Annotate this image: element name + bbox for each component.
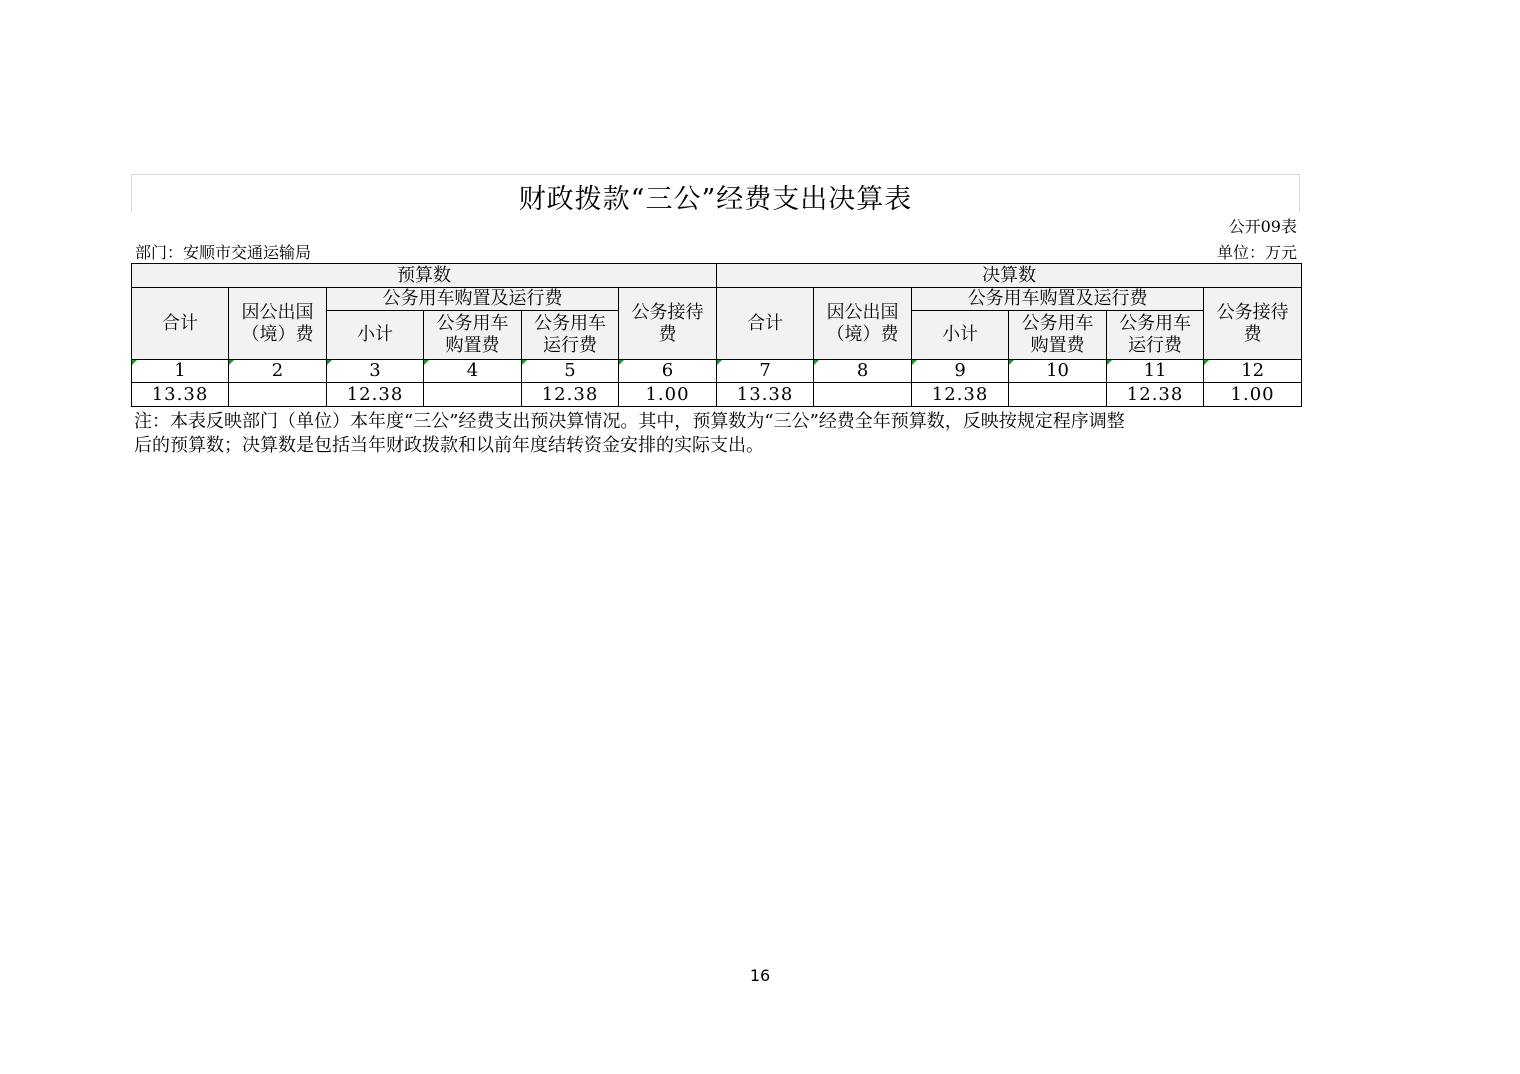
header-line: 运行费: [1128, 335, 1183, 356]
index-cell: [522, 360, 619, 383]
value-cell: 12.38: [912, 383, 1009, 407]
title-box: [131, 174, 1300, 215]
unit-label: 单位：万元: [1216, 243, 1297, 262]
index-label: 12: [1241, 360, 1265, 381]
header-line: 因公出国: [241, 301, 314, 323]
cell-marker-icon: [1204, 360, 1209, 365]
header-row-columns: [132, 288, 1302, 311]
index-label: 7: [759, 360, 771, 381]
final-group-header: 决算数: [717, 264, 1302, 288]
value-cell: 1.00: [1204, 383, 1302, 407]
index-cell: [1107, 360, 1204, 383]
index-row: [132, 360, 1302, 383]
index-label: 9: [954, 360, 966, 381]
expense-table: [131, 263, 1302, 407]
final-total-header: 合计: [717, 288, 814, 360]
header-line: 费: [1243, 323, 1262, 345]
header-line: 公务用车: [534, 313, 606, 334]
header-line: 购置费: [1030, 335, 1085, 356]
table-note: [134, 410, 1302, 458]
cell-marker-icon: [717, 360, 722, 365]
value-cell: 12.38: [1107, 383, 1204, 407]
budget-group-header: 预算数: [132, 264, 717, 288]
index-cell: [327, 360, 424, 383]
value-cell: [229, 383, 327, 407]
value-cell: 12.38: [327, 383, 424, 407]
index-label: 11: [1143, 360, 1167, 381]
budget-abroad-header: [229, 288, 327, 360]
index-cell: [717, 360, 814, 383]
header-row-group: [132, 264, 1302, 288]
budget-subtotal-header: 小计: [327, 311, 424, 360]
value-cell: 1.00: [619, 383, 717, 407]
final-reception-header: [1204, 288, 1302, 360]
header-line: 公务接待: [1216, 301, 1289, 323]
page-number: 16: [749, 966, 771, 985]
header-line: 费: [658, 323, 677, 345]
value-row: [132, 383, 1302, 407]
page-title: 财政拨款“三公”经费支出决算表: [518, 184, 913, 215]
header-line: 公务用车: [1119, 313, 1192, 334]
index-label: 3: [369, 360, 381, 381]
index-label: 2: [271, 360, 284, 381]
index-label: 5: [564, 360, 576, 381]
final-purchase-header: [1009, 311, 1107, 360]
header-line: 运行费: [543, 335, 597, 356]
index-label: 1: [174, 360, 186, 381]
budget-purchase-header: [424, 311, 522, 360]
index-cell: [229, 360, 327, 383]
cell-marker-icon: [1107, 360, 1112, 365]
cell-marker-icon: [327, 360, 332, 365]
header-line: 公务接待: [631, 301, 704, 323]
cell-marker-icon: [229, 360, 234, 365]
final-vehicle-group-header: 公务用车购置及运行费: [912, 288, 1204, 311]
index-cell: [619, 360, 717, 383]
header-line: 购置费: [445, 335, 500, 356]
cell-marker-icon: [424, 360, 429, 365]
cell-marker-icon: [132, 360, 137, 365]
header-line: 因公出国: [826, 301, 899, 323]
index-cell: [814, 360, 912, 383]
index-label: 6: [661, 360, 674, 381]
value-cell: [814, 383, 912, 407]
department-label: 部门：安顺市交通运输局: [135, 243, 312, 262]
index-label: 4: [466, 360, 479, 381]
budget-vehicle-group-header: 公务用车购置及运行费: [327, 288, 619, 311]
header-line: 公务用车: [436, 313, 509, 334]
index-label: 8: [856, 360, 869, 381]
cell-marker-icon: [814, 360, 819, 365]
final-abroad-header: [814, 288, 912, 360]
budget-total-header: 合计: [132, 288, 229, 360]
index-cell: [132, 360, 229, 383]
budget-running-header: [522, 311, 619, 360]
budget-reception-header: [619, 288, 717, 360]
note-line-2: 后的预算数；决算数是包括当年财政拨款和以前年度结转资金安排的实际支出。: [134, 435, 764, 456]
value-cell: 13.38: [132, 383, 229, 407]
index-cell: [1204, 360, 1302, 383]
cell-marker-icon: [912, 360, 917, 365]
index-label: 10: [1046, 360, 1070, 381]
cell-marker-icon: [619, 360, 624, 365]
note-line-1: 注：本表反映部门（单位）本年度“三公”经费支出预决算情况。其中，预算数为“三公”经费全年预算数，反映按规定程序调整: [134, 411, 1125, 432]
header-line: 公务用车: [1021, 313, 1094, 334]
cell-marker-icon: [522, 360, 527, 365]
final-running-header: [1107, 311, 1204, 360]
value-cell: 13.38: [717, 383, 814, 407]
index-cell: [912, 360, 1009, 383]
value-cell: [424, 383, 522, 407]
header-line: （境）费: [241, 323, 314, 345]
index-cell: [1009, 360, 1107, 383]
header-line: （境）费: [826, 323, 899, 345]
index-cell: [424, 360, 522, 383]
final-subtotal-header: 小计: [912, 311, 1009, 360]
form-number: 公开09表: [1228, 217, 1297, 236]
value-cell: 12.38: [522, 383, 619, 407]
cell-marker-icon: [1009, 360, 1014, 365]
value-cell: [1009, 383, 1107, 407]
